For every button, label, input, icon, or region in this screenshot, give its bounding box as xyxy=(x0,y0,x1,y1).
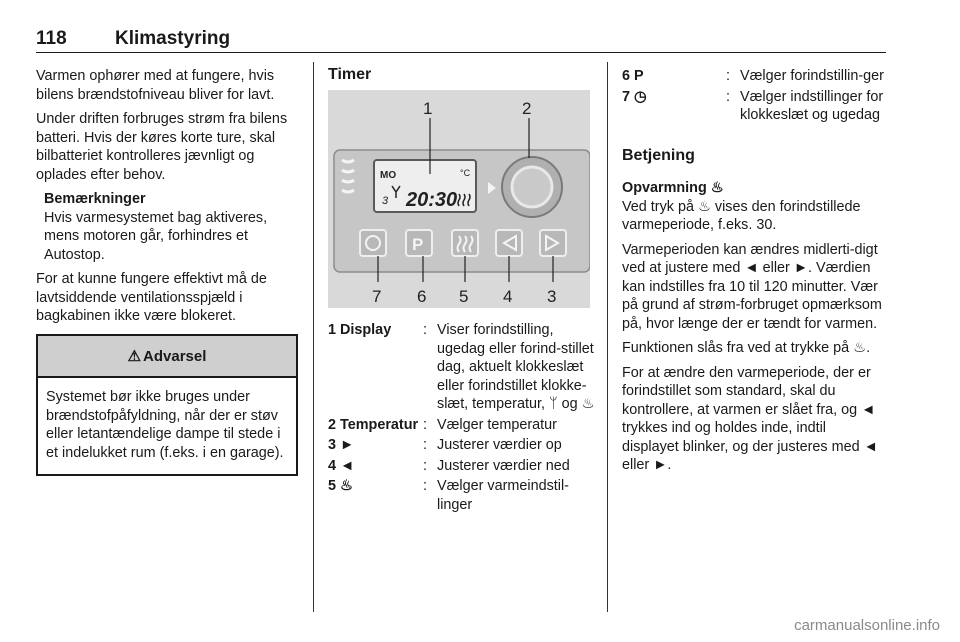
display-unit: °C xyxy=(460,168,471,178)
callout-7: 7 xyxy=(372,287,382,306)
button-p-label: P xyxy=(412,235,424,254)
display-time: 20:30 xyxy=(406,189,458,211)
column-1 xyxy=(36,67,304,476)
legend-desc: Justerer værdier ned xyxy=(437,457,570,474)
column-3 xyxy=(622,67,886,481)
callout-5: 5 xyxy=(459,287,469,306)
paragraph-adjust-period: Varmeperioden kan ændres midlerti-digt ved at justere med ◄ eller ►. Værdien kan indstilles fra 10 til 120 minutter. Vær på grund af strøm-forbruget opmærksom på, hvor længe der er tændt for varmen. xyxy=(622,241,882,332)
legend-colon: : xyxy=(423,457,427,474)
legend-desc: Viser forindstilling, ugedag eller forind-stillet dag, aktuelt klokkeslæt eller forindstillet klokke-slæt, temperatur, ᛘ og ♨ xyxy=(437,322,595,412)
legend-term: 3 ► xyxy=(328,437,355,453)
timer-panel-figure xyxy=(328,90,590,308)
legend-desc: Justerer værdier op xyxy=(437,437,562,453)
legend-colon: : xyxy=(423,322,427,338)
legend-row xyxy=(328,457,598,476)
display-day: MO xyxy=(380,170,397,181)
paragraph-battery: Under driften forbruges strøm fra bilens batteri. Hvis der køres korte ture, skal bilbatteriet kontrolleres jævnligt og oplades efter behov. xyxy=(36,111,288,183)
legend-desc: Vælger forindstillin-ger xyxy=(740,68,884,84)
callout-2: 2 xyxy=(522,99,532,118)
note-text: Hvis varmesystemet bag aktiveres, mens motoren går, forhindres et Autostop. xyxy=(44,209,268,263)
legend-colon: : xyxy=(726,68,730,84)
page-number: 118 xyxy=(36,28,67,49)
subheading-heating: Opvarmning ♨ xyxy=(622,180,724,196)
legend-term: 4 ◄ xyxy=(328,457,355,474)
legend-desc: Vælger indstillinger for klokkeslæt og ugedag xyxy=(740,88,884,123)
legend-row xyxy=(622,88,886,125)
legend-row xyxy=(328,321,598,414)
legend-row xyxy=(328,436,598,455)
column-divider-2 xyxy=(607,62,608,612)
legend-definitions xyxy=(328,321,598,516)
paragraph-change-default: For at ændre den varmeperiode, der er forindstillet som standard, skal du kontrollere, at varmen er slået fra, og ◄ trykkes ind og holdes inde, indtil displayet blinker, og der justeres med ◄ eller ►. xyxy=(622,364,878,473)
warning-text: Systemet bør ikke bruges under brændstofpåfyldning, når der er støv eller letantændelige dampe til stede i et indelukket rum (f.eks. i en garage). xyxy=(46,389,284,461)
callout-6: 6 xyxy=(417,287,427,306)
display-small: 3 xyxy=(382,195,389,207)
warning-title: Advarsel xyxy=(143,347,207,365)
legend-desc: Vælger temperatur xyxy=(437,416,557,433)
section-heading-operation: Betjening xyxy=(622,146,695,164)
header-rule xyxy=(36,52,886,53)
paragraph-fuel: Varmen ophører med at fungere, hvis bilens brændstofniveau bliver for lavt. xyxy=(36,68,275,103)
paragraph-switch-off: Funktionen slås fra ved at trykke på ♨. xyxy=(622,340,871,356)
column-divider-1 xyxy=(313,62,314,612)
callout-3: 3 xyxy=(547,287,557,306)
page-title: Klimastyring xyxy=(115,28,231,49)
note-title: Bemærkninger xyxy=(44,191,146,207)
legend-term: 1 Display xyxy=(328,322,392,338)
legend-row xyxy=(328,477,598,514)
note-block xyxy=(44,190,304,264)
warning-box xyxy=(36,334,298,477)
legend-colon: : xyxy=(423,416,427,433)
legend-term: 7 ◷ xyxy=(622,88,647,105)
legend-colon: : xyxy=(726,88,730,105)
paragraph-ventilation: For at kunne fungere effektivt må de lavtsiddende ventilationsspjæld i bagkabinen ikke være blokeret. xyxy=(36,271,267,324)
legend-row xyxy=(622,67,886,86)
warning-triangle-icon: ⚠ xyxy=(127,347,142,365)
callout-1: 1 xyxy=(423,99,433,118)
section-heading-timer: Timer xyxy=(328,66,372,83)
timer-panel-illustration xyxy=(328,90,590,308)
legend-term: 5 ♨ xyxy=(328,478,353,494)
callout-4: 4 xyxy=(503,287,513,306)
watermark: carmanualsonline.info xyxy=(794,617,940,634)
legend-desc: Vælger varmeindstil-linger xyxy=(437,478,569,513)
legend-term: 2 Temperatur xyxy=(328,416,419,433)
temperature-knob-ring xyxy=(512,167,552,207)
warning-header xyxy=(38,336,296,379)
legend-colon: : xyxy=(423,437,427,453)
legend-row xyxy=(328,416,598,435)
paragraph-press-heat: Ved tryk på ♨ vises den forindstillede varmeperiode, f.eks. 30. xyxy=(622,198,861,233)
legend-term: 6 P xyxy=(622,68,644,84)
legend-colon: : xyxy=(423,478,427,494)
